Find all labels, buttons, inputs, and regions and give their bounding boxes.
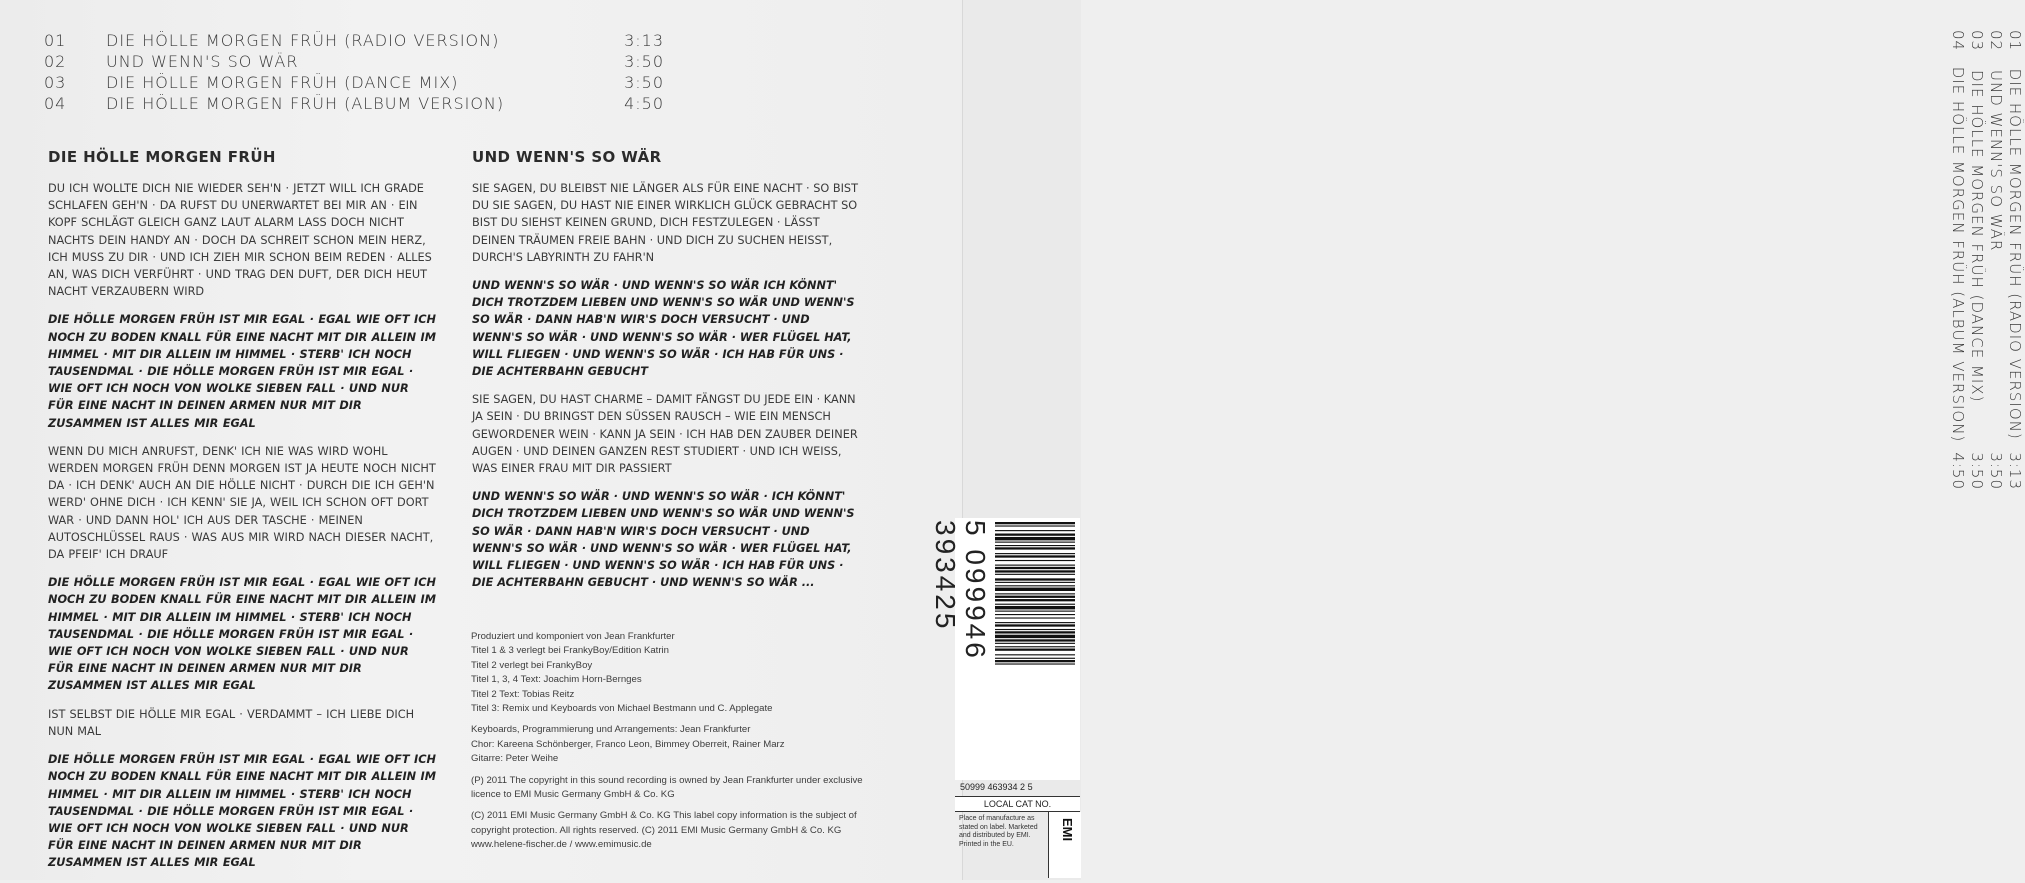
barcode-bar xyxy=(995,585,1075,586)
barcode-bar xyxy=(995,639,1075,641)
lyrics-column-1 xyxy=(48,148,438,883)
barcode-bar xyxy=(995,555,1075,557)
barcode-bar xyxy=(995,534,1075,536)
barcode-bar xyxy=(995,530,1075,531)
barcode-bar xyxy=(995,660,1075,662)
chorus-paragraph: DIE HÖLLE MORGEN FRÜH IST MIR EGAL · EGAL WIE OFT ICH NOCH ZU BODEN KNALL FÜR EINE NACHT MIT DIR ALLEIN IM HIMMEL · MIT DIR ALLEIN IM HIMMEL · STERB' ICH NOCH TAUSENDMAL · DIE HÖLLE MORGEN FRÜH IST MIR EGAL · WIE OFT ICH NOCH VON WOLKE SIEBEN FALL · UND NUR FÜR EINE NACHT IN DEINEN ARMEN NUR MIT DIR ZUSAMMEN IST ALLES MIR EGAL xyxy=(48,576,436,693)
barcode-bar xyxy=(995,635,1075,638)
barcode-bar xyxy=(995,611,1075,612)
barcode-bar xyxy=(995,582,1075,583)
credit-block: (P) 2011 The copyright in this sound recording is owned by Jean Frankfurter under exclusive licence to EMI Music Germany GmbH & Co. KG xyxy=(471,774,863,801)
track-title: DIE HÖLLE MORGEN FRÜH (RADIO VERSION) xyxy=(106,31,500,50)
barcode-bar xyxy=(995,525,1075,526)
track-time: 4:50 xyxy=(624,94,664,113)
spine-track-row xyxy=(2006,30,2025,490)
verse-paragraph: SIE SAGEN, DU HAST CHARME – DAMIT FÄNGST DU JEDE EIN · KANN JA SEIN · DU BRINGST DEN SÜSSEN RAUSCH – WIE EIN MENSCH GEWORDENER WEIN · KANN JA SEIN · ICH HAB DEN ZAUBER DEINER AUGEN · UND DEINEN GANZEN REST STUDIERT · UND ICH WEISS, WAS EINER FRAU MIT DIR PASSIERT xyxy=(472,393,858,476)
barcode-number: 50999 463934 2 5 xyxy=(960,782,1033,792)
barcode-bar xyxy=(995,522,1075,524)
chorus-paragraph: UND WENN'S SO WÄR · UND WENN'S SO WÄR ICH KÖNNT' DICH TROTZDEM LIEBEN UND WENN'S SO WÄR UND WENN'S SO WÄR · DANN HAB'N WIR'S DOCH VERSUCHT · UND WENN'S SO WÄR · UND WENN'S SO WÄR · WER FLÜGEL HAT, WILL FLIEGEN · UND WENN'S SO WÄR · ICH HAB FÜR UNS · DIE ACHTERBAHN GEBUCHT xyxy=(472,279,855,379)
barcode-bar xyxy=(995,593,1075,594)
barcode-bar xyxy=(995,547,1075,549)
spine-track-num: 03 xyxy=(1968,30,1987,52)
credit-block: Produziert und komponiert von Jean Frankfurter Titel 1 & 3 verlegt bei FrankyBoy/Edition Katrin Titel 2 verlegt bei FrankyBoy Titel 1, 3, 4 Text: Joachim Horn-Bernges Titel 2 Text: Tobias Reitz Titel 3: Remix und Keyboards von Michael Bestmann und C. Applegate xyxy=(471,631,773,715)
barcode-bar xyxy=(995,537,1075,540)
barcode-bar xyxy=(995,606,1075,609)
barcode-bar xyxy=(995,617,1075,618)
track-num: 04 xyxy=(44,94,67,113)
track-time: 3:13 xyxy=(624,31,664,50)
emi-logo xyxy=(1048,812,1081,878)
spine-track-time: 3:50 xyxy=(1987,452,2006,490)
spine-track-title: DIE HÖLLE MORGEN FRÜH (DANCE MIX) xyxy=(1968,70,1987,403)
track-row xyxy=(44,51,664,72)
barcode-bar xyxy=(995,596,1075,598)
spine-track-row xyxy=(1968,30,1987,490)
local-cat-label: LOCAL CAT NO. xyxy=(955,796,1080,812)
track-time: 3:50 xyxy=(624,73,664,92)
barcode-bar xyxy=(995,553,1075,554)
spine-track-num: 02 xyxy=(1987,30,2006,52)
spine-track-time: 3:13 xyxy=(2006,452,2025,490)
spine-track-title: UND WENN'S SO WÄR xyxy=(1987,70,2006,252)
barcode-bar xyxy=(995,614,1075,615)
track-row xyxy=(44,30,664,51)
track-num: 02 xyxy=(44,52,67,71)
barcode-bar xyxy=(995,570,1075,572)
barcode-bar xyxy=(995,654,1075,655)
verse-paragraph: SIE SAGEN, DU BLEIBST NIE LÄNGER ALS FÜR EINE NACHT · SO BIST DU SIE SAGEN, DU HAST NIE EINER WIRKLICH GLÜCK GEBRACHT SO BIST DU SIEHST KEINEN GRUND, DICH FESTZULEGEN · LÄSST DEINEN TRÄUMEN FREIE BAHN · UND DICH ZU SUCHEN HEISST, DURCH'S LABYRINTH ZU FAHR'N xyxy=(472,182,859,264)
spine-track-title: DIE HÖLLE MORGEN FRÜH (ALBUM VERSION) xyxy=(1949,66,1968,443)
barcode-bar xyxy=(995,599,1075,601)
credits xyxy=(471,630,871,860)
barcode-bar xyxy=(995,663,1075,664)
barcode-bar xyxy=(995,588,1075,591)
track-num: 01 xyxy=(44,31,67,50)
barcode-bar xyxy=(995,604,1075,605)
back-cover xyxy=(0,0,962,880)
verse-paragraph: WENN DU MICH ANRUFST, DENK' ICH NIE WAS WIRD WOHL WERDEN MORGEN FRÜH DENN MORGEN IST JA HEUTE NOCH NICHT DA · ICH DENK' AUCH AN DIE HÖLLE NICHT · DURCH DIE ICH GEH'N WERD' OHNE DICH · ICH KENN' SIE JA, WEIL ICH SCHON OFT DORT WAR · UND DANN HOL' ICH AUS DER TASCHE · MEINEN AUTOSCHLÜSSEL RAUS · WAS AUS MIR WIRD NACH DIESER NACHT, DA PFEIF' ICH DRAUF xyxy=(48,444,436,562)
credit-block: Keyboards, Programmierung und Arrangements: Jean Frankfurter Chor: Kareena Schönberger, Franco Leon, Bimmey Oberreit, Rainer Marz Gitarre: Peter Weihe xyxy=(471,724,785,765)
barcode-bar xyxy=(995,622,1075,623)
barcode-bar xyxy=(995,578,1075,580)
track-title: UND WENN'S SO WÄR xyxy=(106,52,299,71)
barcode-bar xyxy=(995,629,1075,630)
track-time: 3:50 xyxy=(624,52,664,71)
track-row xyxy=(44,72,664,93)
barcode-bars xyxy=(995,520,1075,778)
song-heading-1: DIE HÖLLE MORGEN FRÜH xyxy=(48,148,276,166)
chorus-paragraph: DIE HÖLLE MORGEN FRÜH IST MIR EGAL · EGAL WIE OFT ICH NOCH ZU BODEN KNALL FÜR EINE NACHT MIT DIR ALLEIN IM HIMMEL · MIT DIR ALLEIN IM HIMMEL · STERB' ICH NOCH TAUSENDMAL · DIE HÖLLE MORGEN FRÜH IST MIR EGAL · WIE OFT ICH NOCH VON WOLKE SIEBEN FALL · UND NUR FÜR EINE NACHT IN DEINEN ARMEN NUR MIT DIR ZUSAMMEN IST ALLES MIR EGAL xyxy=(48,313,436,430)
chorus-paragraph: DIE HÖLLE MORGEN FRÜH IST MIR EGAL · EGAL WIE OFT ICH NOCH ZU BODEN KNALL FÜR EINE NACHT MIT DIR ALLEIN IM HIMMEL · MIT DIR ALLEIN IM HIMMEL · STERB' ICH NOCH TAUSENDMAL · DIE HÖLLE MORGEN FRÜH IST MIR EGAL · WIE OFT ICH NOCH VON WOLKE SIEBEN FALL · UND NUR FÜR EINE NACHT IN DEINEN ARMEN NUR MIT DIR ZUSAMMEN IST ALLES MIR EGAL xyxy=(48,753,436,870)
barcode-bar xyxy=(995,631,1075,633)
barcode-bar xyxy=(995,545,1075,546)
barcode-bar xyxy=(995,646,1075,647)
track-num: 03 xyxy=(44,73,67,92)
spine-track-title: DIE HÖLLE MORGEN FRÜH (RADIO VERSION) xyxy=(2006,68,2025,440)
barcode-bar xyxy=(995,560,1075,561)
track-title: DIE HÖLLE MORGEN FRÜH (ALBUM VERSION) xyxy=(106,94,505,113)
barcode-bar xyxy=(995,643,1075,644)
spine-track-row xyxy=(1949,30,1968,490)
verse-paragraph: IST SELBST DIE HÖLLE MIR EGAL · VERDAMMT – ICH LIEBE DICH NUN MAL xyxy=(48,707,415,738)
barcode-bar xyxy=(995,658,1075,659)
track-list xyxy=(44,30,664,114)
spine-track-num: 01 xyxy=(2006,30,2025,52)
spine-track-time: 3:50 xyxy=(1968,452,1987,490)
chorus-paragraph: UND WENN'S SO WÄR · UND WENN'S SO WÄR · ICH KÖNNT' DICH TROTZDEM LIEBEN UND WENN'S SO WÄR UND WENN'S SO WÄR · DANN HAB'N WIR'S DOCH VERSUCHT · UND WENN'S SO WÄR · UND WENN'S SO WÄR · WER FLÜGEL HAT, WILL FLIEGEN · UND WENN'S SO WÄR · ICH HAB FÜR UNS · DIE ACHTERBAHN GEBUCHT · UND WENN'S SO WÄR ... xyxy=(472,490,855,590)
song-heading-2: UND WENN'S SO WÄR xyxy=(472,148,662,166)
barcode-bar xyxy=(995,542,1075,543)
spine-track-num: 04 xyxy=(1949,30,1968,52)
track-row xyxy=(44,93,664,114)
barcode-bar xyxy=(995,624,1075,626)
barcode-bar xyxy=(995,574,1075,575)
verse-paragraph: DU ICH WOLLTE DICH NIE WIEDER SEH'N · JETZT WILL ICH GRADE SCHLAFEN GEH'N · DA RUFST DU UNERWARTET BEI MIR AN · EIN KOPF SCHLÄGT GLEICH GANZ LAUT ALARM LASS DOCH NICHT NACHTS DEIN HANDY AN · DOCH DA SCHREIT SCHON MEIN HERZ, ICH MUSS ZU DIR · UND ICH ZIEH MIR SCHON BEIM REDEN · ALLES AN, WAS DICH VERFÜHRT · UND TRAG DEN DUFT, DER DICH HEUT NACHT VERZAUBERN WIRD xyxy=(48,182,432,299)
spine-track-time: 4:50 xyxy=(1949,452,1968,490)
manufacture-note: Place of manufacture as stated on label. Marketed and distributed by EMI. Printed in the EU. xyxy=(959,815,1038,848)
barcode-bar xyxy=(995,649,1075,651)
barcode-digits: 5 099946 393425 xyxy=(930,520,991,661)
track-title: DIE HÖLLE MORGEN FRÜH (DANCE MIX) xyxy=(106,73,459,92)
barcode-bar xyxy=(995,565,1075,566)
spine-track-list xyxy=(1945,30,2025,490)
emi-logo-text: EMI xyxy=(1060,818,1075,842)
spine-track-row xyxy=(1987,30,2006,490)
credit-block: (C) 2011 EMI Music Germany GmbH & Co. KG This label copy information is the subject of copyright protection. All rights reserved. (C) 2011 EMI Music Germany GmbH & Co. KG www.helene-fischer.de / www.emimusic.de xyxy=(471,810,857,851)
barcode-bar xyxy=(995,567,1075,569)
lyrics-column-2 xyxy=(472,148,862,602)
